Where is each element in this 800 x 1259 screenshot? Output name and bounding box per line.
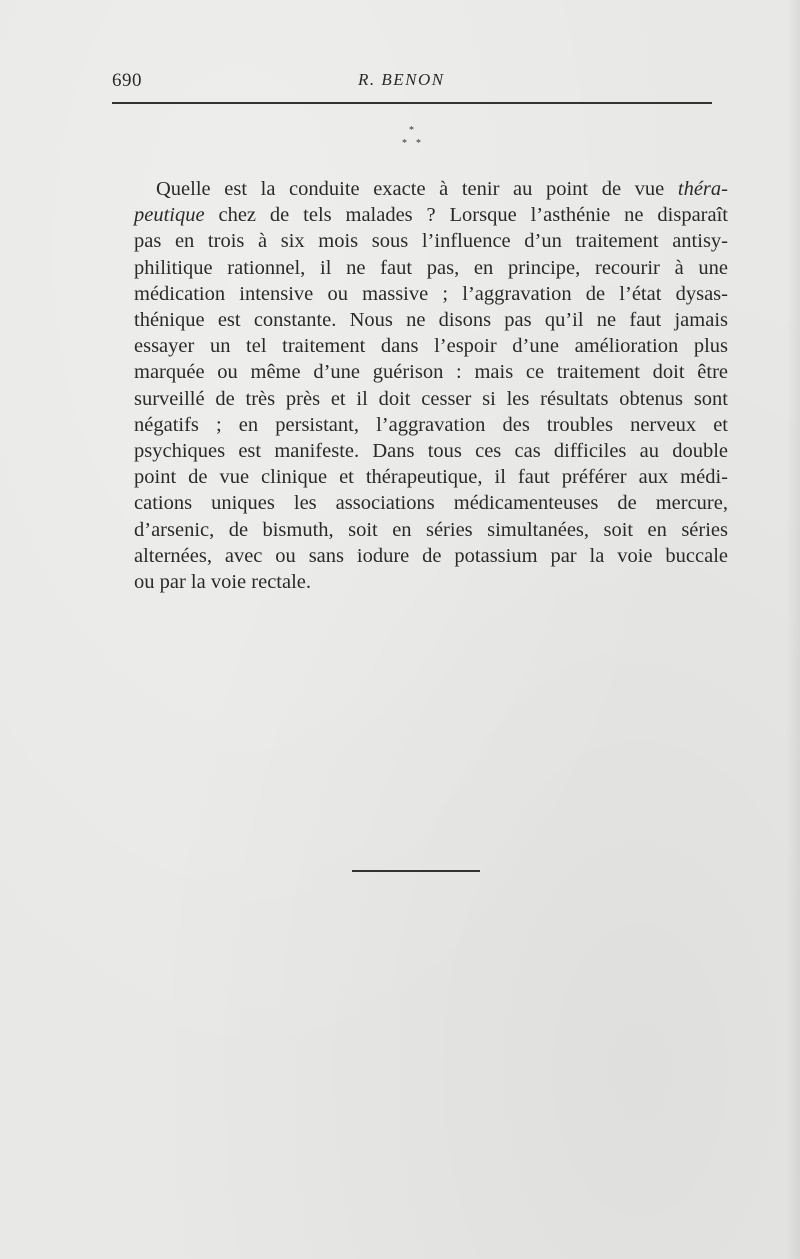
paragraph-line: négatifs ; en persistant, l’aggravation des troubles nerveux et bbox=[134, 413, 728, 436]
header-rule bbox=[112, 102, 712, 104]
paragraph-line bbox=[112, 176, 728, 202]
paragraph-line: marquée ou même d’une guérison : mais ce traitement doit être bbox=[134, 361, 728, 384]
asterism-star-top: * bbox=[409, 125, 414, 136]
page-number: 690 bbox=[112, 70, 142, 91]
section-break-asterism bbox=[396, 126, 432, 156]
paragraph-line: surveillé de très près et il doit cesser si les résultats obtenus sont bbox=[134, 387, 728, 410]
asterism-star-right: * bbox=[416, 138, 421, 149]
paragraph-line: d’arsenic, de bismuth, soit en séries simultanées, soit en séries bbox=[134, 518, 728, 541]
end-of-chapter-rule bbox=[352, 870, 480, 872]
italic-word: peutique bbox=[134, 204, 205, 227]
paragraph-line: psychiques est manifeste. Dans tous ces cas difficiles au double bbox=[134, 440, 728, 463]
paragraph-line: thénique est constante. Nous ne disons pas qu’il ne faut jamais bbox=[134, 309, 728, 332]
asterism-star-left: * bbox=[402, 138, 407, 149]
paragraph-line: essayer un tel traitement dans l’espoir d’une amélioration plus bbox=[134, 335, 728, 358]
line-text: Quelle est la conduite exacte à tenir au point de vue bbox=[156, 178, 678, 200]
paragraph-line: médication intensive ou massive ; l’aggravation de l’état dysas- bbox=[134, 282, 728, 305]
paragraph-line: ou par la voie rectale. bbox=[134, 571, 312, 594]
paragraph-line: point de vue clinique et thérapeutique, il faut préférer aux médi- bbox=[134, 466, 728, 489]
running-head-author: R. BENON bbox=[358, 70, 445, 89]
body-paragraph bbox=[112, 176, 728, 595]
running-head bbox=[112, 70, 712, 96]
paragraph-line: philitique rationnel, il ne faut pas, en principe, recourir à une bbox=[134, 256, 728, 279]
paragraph-line bbox=[112, 202, 728, 228]
paragraph-line: alternées, avec ou sans iodure de potassium par la voie buccale bbox=[134, 544, 728, 567]
paragraph-line: pas en trois à six mois sous l’influence d’un traitement antisy- bbox=[134, 230, 728, 253]
page-edge-shadow bbox=[786, 0, 800, 1259]
line-text: chez de tels malades ? Lorsque l’asthénie ne disparaît bbox=[204, 204, 728, 227]
italic-word: théra- bbox=[677, 178, 728, 200]
paragraph-line: cations uniques les associations médicamenteuses de mercure, bbox=[134, 492, 728, 515]
